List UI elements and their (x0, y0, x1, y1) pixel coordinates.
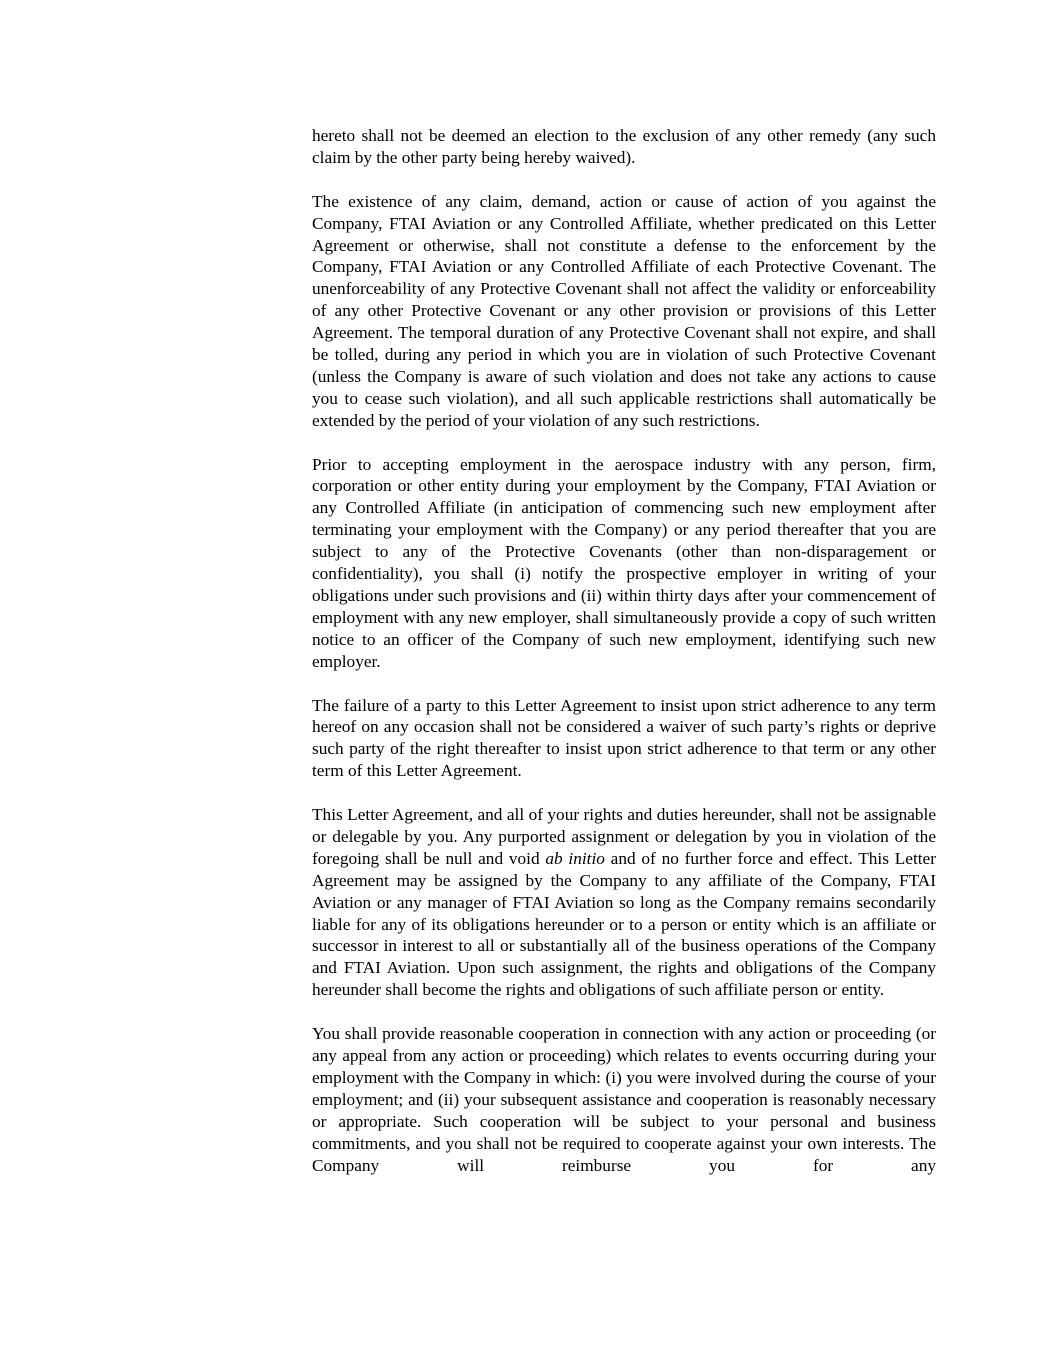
paragraph-remedy-continuation: hereto shall not be deemed an election to the exclusion of any other remedy (any such claim by the other party being hereby waived). (312, 126, 936, 167)
assignment-text-after: and of no further force and effect. This Letter Agreement may be assigned by the Company to any affiliate of the Company, FTAI Aviation or any manager of FTAI Aviation so long as the Company remains secondarily liable for any of its obligations hereunder or to a person or entity which is an affiliate or successor in interest to all or substantially all of the business operations of the Company and FTAI Aviation. Upon such assignment, the rights and obligations of the Company hereunder shall become the rights and obligations of such affiliate person or entity. (312, 848, 936, 1000)
paragraph-assignment (312, 804, 936, 1001)
ab-initio-italic: ab initio (545, 848, 605, 868)
paragraph-cooperation: You shall provide reasonable cooperation in connection with any action or proceeding (or any appeal from any action or proceeding) which relates to events occurring during your employment with the Company in which: (i) you were involved during the course of your employment; and (ii) your subsequent assistance and cooperation is reasonably necessary or appropriate. Such cooperation will be subject to your personal and business commitments, and you shall not be required to cooperate against your own interests. The Company will reimburse you for any (312, 1024, 936, 1175)
paragraph-waiver: The failure of a party to this Letter Agreement to insist upon strict adherence to any term hereof on any occasion shall not be considered a waiver of such party’s rights or deprive such party of the right thereafter to insist upon strict adherence to that term or any other term of this Letter Agreement. (312, 695, 936, 781)
body-text-column (312, 125, 936, 1176)
paragraph-new-employment-notice: Prior to accepting employment in the aerospace industry with any person, firm, corporation or other entity during your employment by the Company, FTAI Aviation or any Controlled Affiliate (in anticipation of commencing such new employment after terminating your employment with the Company) or any period thereafter that you are subject to any of the Protective Covenants (other than non-disparagement or confidentiality), you shall (i) notify the prospective employer in writing of your obligations under such provisions and (ii) within thirty days after your commencement of employment with any new employer, shall simultaneously provide a copy of such written notice to an officer of the Company of such new employment, identifying such new employer. (312, 454, 936, 671)
paragraph-claims-defense: The existence of any claim, demand, action or cause of action of you against the Company, FTAI Aviation or any Controlled Affiliate, whether predicated on this Letter Agreement or otherwise, shall not constitute a defense to the enforcement by the Company, FTAI Aviation or any Controlled Affiliate of each Protective Covenant. The unenforceability of any Protective Covenant shall not affect the validity or enforceability of any other Protective Covenant or any other provision or provisions of this Letter Agreement. The temporal duration of any Protective Covenant shall not expire, and shall be tolled, during any period in which you are in violation of such Protective Covenant (unless the Company is aware of such violation and does not take any actions to cause you to cease such violation), and all such applicable restrictions shall automatically be extended by the period of your violation of any such restrictions. (312, 191, 936, 430)
assignment-text-before: This Letter Agreement, and all of your rights and duties hereunder, shall not be assignable or delegable by you. Any purported assignment or delegation by you in violation of the foregoing shall be null and void (312, 805, 936, 868)
